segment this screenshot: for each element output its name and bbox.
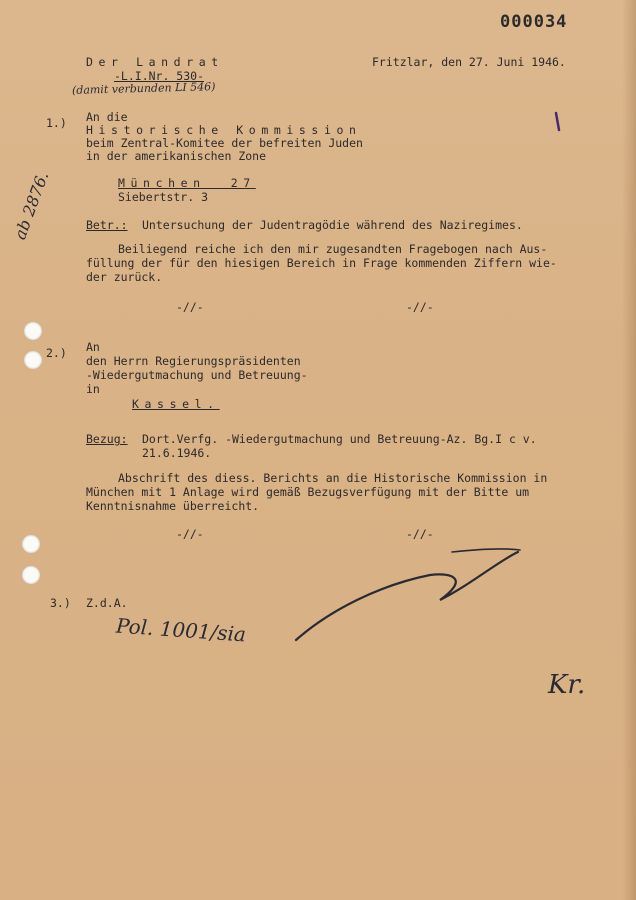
section1-street: Siebertstr. 3 <box>118 190 209 204</box>
handwritten-reference-note: (damit verbunden LI 546) <box>71 80 216 97</box>
reference-line: 21.6.1946. <box>142 446 212 460</box>
section1-address-line: An die <box>86 110 128 124</box>
reference-line: Dort.Verfg. -Wiedergutmachung und Betreuung-Az. Bg.I c v. <box>142 432 537 446</box>
section1-body-line: Beiliegend reiche ich den mir zugesandten Fragebogen nach Aus- <box>118 242 548 256</box>
section2-city: Kassel. <box>132 397 220 411</box>
section2-address-line: -Wiedergutmachung und Betreuung- <box>86 368 308 382</box>
section2-marker: 2.) <box>46 346 67 360</box>
handwritten-file-note: Pol. 1001/sia <box>115 613 247 647</box>
document-number: 000034 <box>500 12 568 32</box>
section2-body-line: Kenntnisnahme überreicht. <box>86 499 260 513</box>
sign-mark: -//- <box>176 300 204 314</box>
subject-label: Betr.: <box>86 218 128 232</box>
section3-marker: 3.) <box>50 596 71 610</box>
section1-body-line: der zurück. <box>86 270 163 284</box>
section3-text: Z.d.A. <box>86 596 128 610</box>
sign-mark: -//- <box>406 300 434 314</box>
sender-name: Der Landrat <box>86 55 224 69</box>
handwritten-initials: Kr. <box>548 670 586 700</box>
section1-address-line: in der amerikanischen Zone <box>86 149 267 163</box>
section1-city: München 27 <box>118 176 256 190</box>
section1-body-line: füllung der für den hiesigen Bereich in Frage kommenden Ziffern wie- <box>86 256 557 270</box>
place-date: Fritzlar, den 27. Juni 1946. <box>372 55 566 69</box>
reference-label: Bezug: <box>86 432 128 446</box>
section2-body-line: Abschrift des diess. Berichts an die Historische Kommission in <box>118 471 548 485</box>
sign-mark: -//- <box>176 527 204 541</box>
sign-mark: -//- <box>406 527 434 541</box>
section1-address-line: beim Zentral-Komitee der befreiten Juden <box>86 136 363 150</box>
section1-marker: 1.) <box>46 116 67 130</box>
section2-address-line: in <box>86 382 100 396</box>
subject-text: Untersuchung der Judentragödie während des Naziregimes. <box>142 218 523 232</box>
section2-address-line: An <box>86 340 100 354</box>
margin-note: ab 2876. <box>10 169 53 242</box>
section2-body-line: München mit 1 Anlage wird gemäß Bezugsverfügung mit der Bitte um <box>86 485 530 499</box>
section1-address-line: Historische Kommission <box>86 123 362 137</box>
section2-address-line: den Herrn Regierungspräsidenten <box>86 354 301 368</box>
sender-reference: -L.I.Nr. 530- <box>114 69 205 83</box>
